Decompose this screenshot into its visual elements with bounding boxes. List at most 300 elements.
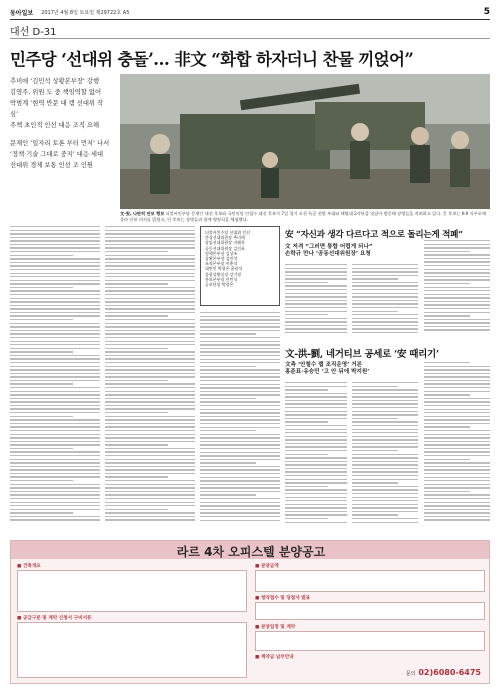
text-line [105, 473, 195, 474]
text-line [10, 333, 100, 334]
text-line [424, 462, 490, 463]
text-line [285, 275, 347, 276]
news-photo [120, 74, 490, 209]
text-line [424, 362, 470, 363]
text-line [200, 405, 280, 406]
text-line [105, 230, 195, 231]
text-line [200, 333, 256, 334]
text-line [200, 355, 280, 356]
text-line [352, 393, 418, 394]
text-line [10, 509, 100, 510]
text-line [105, 487, 195, 488]
text-line [105, 319, 195, 320]
text-line [352, 450, 398, 451]
text-line [424, 451, 490, 452]
text-line [200, 480, 280, 481]
text-line [105, 255, 195, 256]
text-line [10, 494, 100, 495]
text-line [285, 518, 328, 519]
text-line [105, 437, 195, 438]
text-line [10, 498, 100, 499]
text-line [424, 254, 490, 255]
text-line [424, 455, 490, 456]
text-line [352, 471, 418, 472]
text-line [105, 276, 195, 277]
text-line [352, 493, 418, 494]
text-line [285, 314, 328, 315]
text-line [10, 412, 100, 413]
text-line [352, 418, 398, 419]
article3-headline: 文-洪-劉, 네거티브 공세로 ‘安 때리기’ [285, 349, 439, 360]
text-line [285, 504, 347, 505]
lineup-line: 더불어민주당 선대위 인선 [205, 230, 251, 235]
text-line [285, 450, 347, 451]
ad-label: ■ 분양금액 [255, 564, 279, 569]
text-line [424, 437, 490, 438]
text-line [10, 312, 100, 313]
text-line [105, 491, 195, 492]
text-line [424, 412, 490, 413]
text-line [105, 519, 195, 520]
ad-label: ■ 분양일정 및 계약 [255, 625, 296, 630]
text-line [424, 297, 490, 298]
subhead-line: ‘정책·기술 그대로 중지’ 대응 세대 [10, 151, 104, 158]
text-line [200, 394, 280, 395]
text-line [424, 261, 490, 262]
text-line [352, 518, 418, 519]
text-line [424, 498, 490, 499]
text-line [200, 452, 280, 453]
text-line [424, 301, 490, 302]
text-line [10, 459, 100, 460]
text-line [424, 276, 490, 277]
text-line [285, 293, 347, 294]
text-line [352, 522, 418, 523]
issue-info: 2017년 4월 8일 토요일 제29722호 A5 [41, 9, 130, 16]
text-line [105, 280, 195, 281]
text-line [10, 251, 100, 252]
text-line [285, 475, 347, 476]
text-line [10, 341, 100, 342]
lineup-line: 홍보본부장 안민석 [205, 276, 238, 282]
text-line [200, 459, 280, 460]
text-line [105, 394, 195, 395]
text-line [105, 494, 195, 495]
ad-phone-number: 02)6080-6475 [418, 668, 481, 677]
text-line [285, 493, 347, 494]
text-line [105, 502, 195, 503]
text-line [424, 366, 490, 367]
text-line [105, 351, 195, 352]
text-line [424, 290, 490, 291]
text-line [285, 389, 328, 390]
text-line [10, 416, 73, 417]
lineup-box [200, 226, 280, 306]
text-line [424, 426, 470, 427]
text-line [200, 477, 280, 478]
text-line [285, 464, 347, 465]
text-line [200, 341, 280, 342]
subhead-group-1 [10, 76, 110, 131]
text-line [105, 301, 195, 302]
text-line [352, 504, 418, 505]
text-line [200, 312, 280, 313]
text-line [200, 520, 280, 521]
text-line [285, 400, 347, 401]
text-line [285, 296, 347, 297]
text-line [10, 287, 73, 288]
page-number: 5 [483, 7, 490, 17]
text-line [200, 416, 280, 417]
text-line [424, 512, 490, 513]
text-line [352, 446, 418, 447]
text-line [352, 386, 398, 387]
text-line [10, 391, 100, 392]
text-line [424, 251, 470, 252]
text-line [10, 305, 100, 306]
text-line [352, 307, 418, 308]
text-line [10, 469, 100, 470]
text-line [105, 462, 195, 463]
text-line [285, 285, 347, 286]
text-line [200, 430, 256, 431]
text-line [200, 316, 280, 317]
text-line [285, 436, 347, 437]
text-line [424, 394, 470, 395]
text-line [352, 396, 418, 397]
text-line [352, 429, 418, 430]
text-line [424, 509, 490, 510]
text-line [424, 258, 490, 259]
text-line [424, 376, 490, 377]
text-line [352, 475, 418, 476]
text-line [10, 290, 100, 291]
text-line [285, 307, 347, 308]
text-line [10, 283, 100, 284]
text-line [424, 502, 490, 503]
lineup-line: 공동선대위원장 김진표 [205, 245, 245, 251]
text-line [352, 468, 418, 469]
text-line [200, 448, 280, 449]
text-line [105, 516, 195, 517]
text-line [10, 348, 100, 349]
text-line [10, 315, 100, 316]
main-headline: 민주당 ‘선대위 충돌’… 非文 “화합 하자더니 찬물 끼얹어” [10, 50, 414, 69]
text-line [10, 473, 100, 474]
text-line [285, 414, 347, 415]
text-line [105, 362, 195, 363]
text-line [10, 294, 100, 295]
subhead-line: 김영주, 위원 도 중 책임역할 없어 [10, 89, 102, 96]
text-line [424, 319, 490, 320]
text-line [10, 434, 100, 435]
text-line [105, 244, 195, 245]
text-line [352, 457, 418, 458]
article-column-3 [200, 312, 280, 526]
text-line [10, 262, 100, 263]
text-line [200, 398, 256, 399]
text-line [105, 344, 195, 345]
text-line [424, 312, 490, 313]
text-line [10, 476, 100, 477]
subhead-line: 문재인 ‘일자리 토론 부터 먼저’ 나서 [10, 140, 110, 147]
text-line [285, 332, 347, 333]
text-line [105, 480, 195, 481]
text-line [352, 389, 418, 390]
text-line [10, 362, 100, 363]
text-line [105, 247, 195, 248]
text-line [10, 298, 100, 299]
lineup-line: 종합상황실장 강기정 [205, 271, 242, 277]
text-line [285, 382, 347, 383]
article-column-1 [10, 226, 100, 526]
text-line [10, 380, 100, 381]
text-line [200, 491, 280, 492]
article3-column-1 [285, 382, 347, 526]
text-line [105, 341, 195, 342]
text-line [352, 511, 418, 512]
text-line [424, 419, 490, 420]
text-line [200, 423, 280, 424]
subhead-line: 박범계 ‘현역 반문 대 캠 선대위 작심’ [10, 100, 104, 118]
text-line [200, 494, 256, 495]
ad-phone-label: 문의 [405, 671, 416, 677]
text-line [200, 319, 280, 320]
text-line [352, 425, 418, 426]
text-line [352, 443, 418, 444]
text-line [352, 414, 418, 415]
text-line [352, 411, 418, 412]
text-line [105, 383, 195, 384]
text-line [10, 269, 100, 270]
lineup-line: 조직본부장 이춘석 [205, 261, 238, 267]
text-line [352, 328, 418, 329]
text-line [10, 344, 100, 345]
text-line [424, 477, 490, 478]
text-line [200, 487, 280, 488]
text-line [200, 505, 280, 506]
text-line [200, 387, 280, 388]
text-line [200, 369, 280, 370]
photo-caption [120, 211, 490, 223]
text-line [424, 308, 490, 309]
text-line [285, 403, 347, 404]
text-line [424, 519, 490, 520]
text-line [352, 264, 418, 265]
ad-table [17, 570, 247, 612]
text-line [105, 305, 195, 306]
text-line [285, 411, 347, 412]
lineup-line: 총괄선대위원장 추미애 [205, 235, 245, 241]
ad-table [255, 631, 485, 651]
text-line [105, 333, 195, 334]
ad-label: ■ 계약금 납부안내 [255, 655, 294, 660]
text-line [424, 315, 470, 316]
text-line [285, 278, 347, 279]
text-line [105, 269, 195, 270]
article3-column-3 [424, 362, 490, 526]
text-line [105, 405, 195, 406]
text-line [285, 446, 347, 447]
text-line [200, 509, 280, 510]
text-line [285, 325, 347, 326]
text-line [424, 279, 490, 280]
text-line [285, 461, 347, 462]
text-line [285, 489, 347, 490]
text-line [105, 308, 195, 309]
text-line [105, 448, 195, 449]
text-line [352, 289, 418, 290]
text-line [424, 329, 490, 330]
text-line [105, 434, 195, 435]
text-line [285, 497, 347, 498]
text-line [200, 427, 280, 428]
text-line [352, 407, 418, 408]
text-line [285, 425, 347, 426]
text-line [105, 398, 195, 399]
text-line [10, 516, 100, 517]
text-line [10, 519, 100, 520]
article2-column-2 [352, 264, 418, 336]
text-line [10, 233, 100, 234]
text-line [105, 512, 195, 513]
text-line [105, 358, 195, 359]
text-line [424, 516, 490, 517]
text-line [105, 387, 195, 388]
text-line [424, 240, 490, 241]
text-line [285, 511, 347, 512]
text-line [285, 300, 347, 301]
text-line [10, 265, 100, 266]
text-line [10, 487, 100, 488]
text-line [352, 285, 418, 286]
text-line [200, 484, 280, 485]
section-rule [10, 38, 490, 39]
text-line [352, 268, 418, 269]
text-line [285, 268, 347, 269]
text-line [105, 459, 195, 460]
text-line [10, 394, 100, 395]
text-line [10, 502, 100, 503]
text-line [352, 432, 418, 433]
lineup-line: 대변인 박광온 윤관석 [205, 266, 243, 272]
text-line [105, 401, 195, 402]
text-line [424, 304, 490, 305]
text-line [105, 326, 195, 327]
text-line [10, 255, 73, 256]
text-line [10, 401, 100, 402]
text-line [285, 386, 347, 387]
text-line [424, 265, 490, 266]
text-line [285, 429, 347, 430]
text-line [352, 482, 398, 483]
text-line [10, 280, 100, 281]
subhead-group-2 [10, 138, 110, 171]
text-line [200, 473, 280, 474]
text-line [424, 480, 490, 481]
text-line [10, 358, 100, 359]
text-line [200, 362, 280, 363]
text-line [285, 479, 347, 480]
text-line [105, 416, 195, 417]
text-line [10, 276, 100, 277]
text-line [105, 290, 195, 291]
text-line [424, 423, 490, 424]
masthead [10, 6, 490, 18]
text-line [105, 258, 195, 259]
text-line [424, 473, 490, 474]
text-line [10, 369, 100, 370]
text-line [352, 318, 418, 319]
article2-headline: 安 “자신과 생각 다르다고 적으로 돌리는게 적폐” [285, 230, 463, 240]
text-line [10, 383, 73, 384]
text-line [10, 337, 100, 338]
text-line [105, 226, 195, 227]
text-line [10, 505, 100, 506]
text-line [10, 466, 100, 467]
text-line [10, 244, 100, 245]
text-line [10, 448, 73, 449]
text-line [285, 407, 347, 408]
text-line [105, 430, 195, 431]
text-line [352, 275, 418, 276]
text-line [200, 326, 280, 327]
text-line [105, 298, 195, 299]
text-line [424, 409, 490, 410]
ad-table [17, 622, 247, 678]
text-line [352, 278, 398, 279]
text-line [285, 468, 347, 469]
text-line [424, 269, 490, 270]
text-line [10, 376, 100, 377]
text-line [200, 351, 280, 352]
text-line [424, 398, 490, 399]
text-line [200, 359, 280, 360]
text-line [285, 396, 347, 397]
text-line [285, 507, 347, 508]
text-line [200, 469, 280, 470]
text-line [105, 262, 195, 263]
subheads [10, 76, 110, 178]
article3-subhead: 文측 ‘안철수 랩 조직운영’ 거론 홍준표·유승민 ‘고 안 뒤에 박지원’ [285, 362, 370, 376]
text-line [105, 294, 195, 295]
text-line [10, 398, 100, 399]
text-line [105, 444, 168, 445]
text-line [105, 315, 168, 316]
text-line [10, 326, 100, 327]
text-line [285, 500, 347, 501]
text-line [424, 247, 490, 248]
text-line [105, 323, 195, 324]
ad-phone [406, 668, 481, 677]
text-line [10, 441, 100, 442]
text-line [424, 459, 470, 460]
text-line [105, 233, 195, 234]
text-line [105, 240, 195, 241]
lineup-line: 공보단장 박광온 [205, 282, 234, 288]
ad-label: ■ 공급구분 및 계약 신청서 구비서류 [17, 616, 92, 621]
text-line [105, 476, 168, 477]
text-line [200, 344, 280, 345]
text-line [10, 308, 100, 309]
text-line [200, 412, 280, 413]
text-line [10, 444, 100, 445]
text-line [352, 325, 418, 326]
text-line [105, 337, 195, 338]
text-line [424, 373, 490, 374]
newspaper-logo: 동아일보 [10, 9, 34, 17]
text-line [424, 380, 490, 381]
